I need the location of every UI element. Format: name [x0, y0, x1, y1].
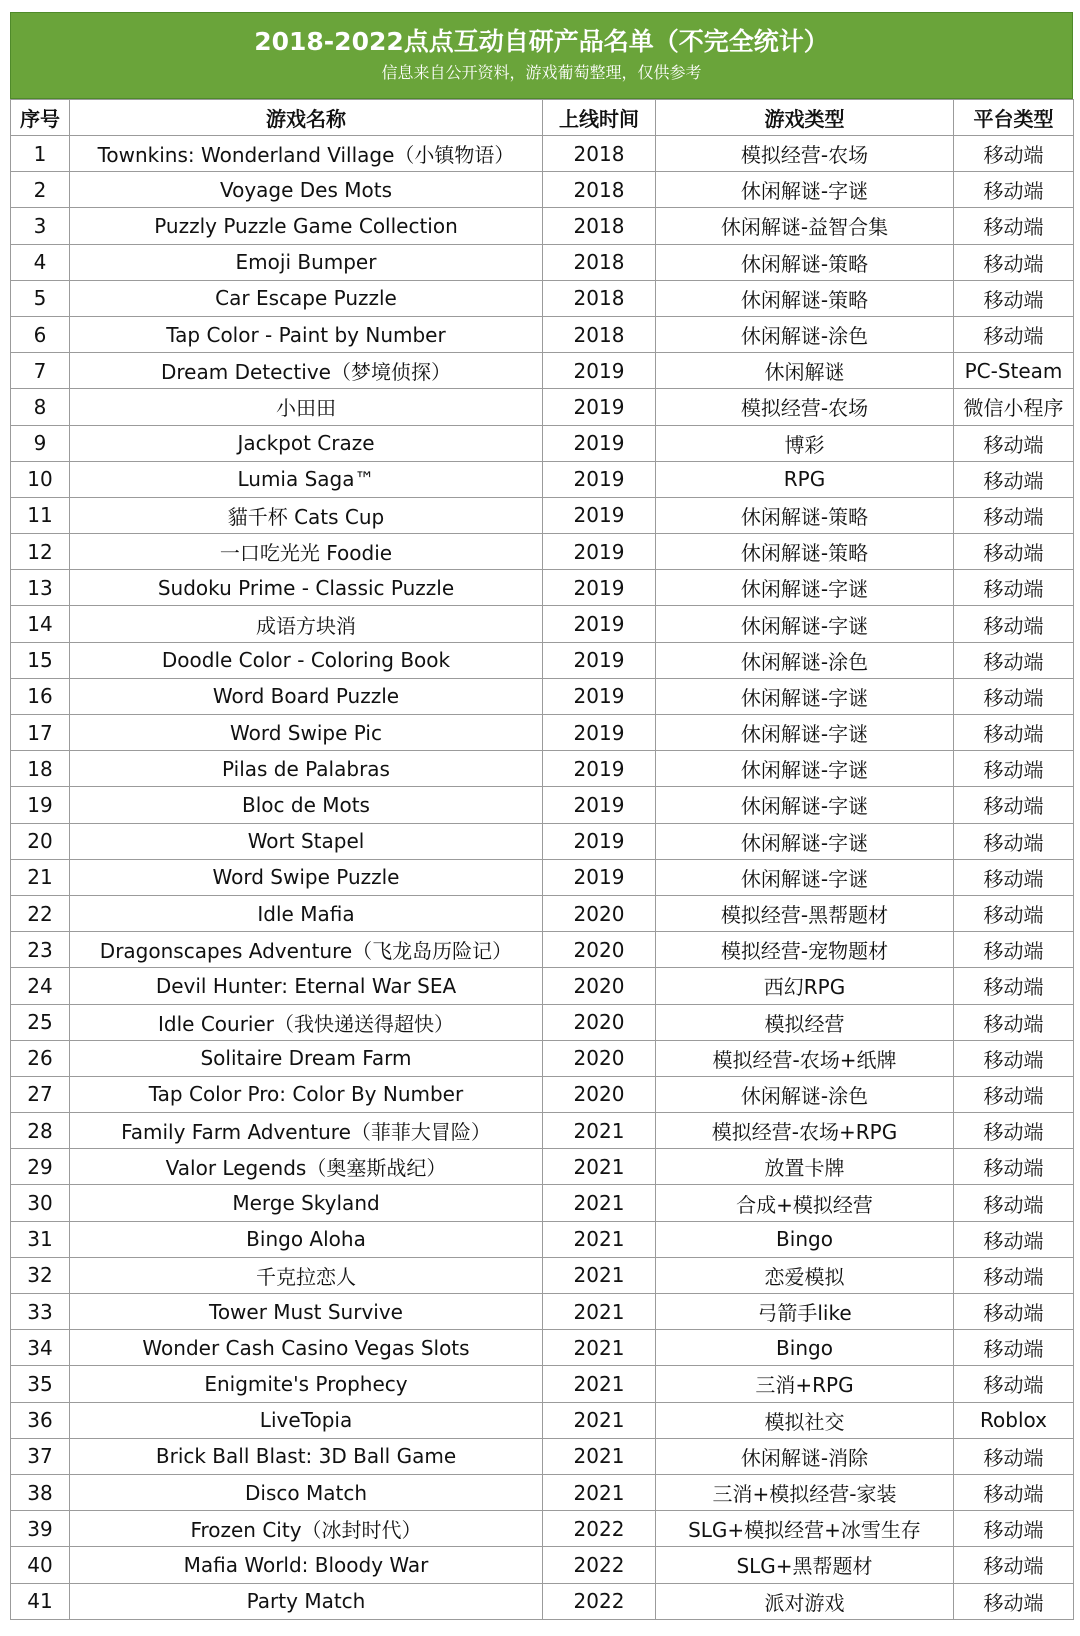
cell-game-genre: SLG+模拟经营+冰雪生存	[656, 1511, 954, 1547]
table-row	[11, 208, 1074, 244]
cell-launch-year: 2021	[543, 1294, 656, 1330]
cell-platform: 移动端	[954, 1149, 1074, 1185]
cell-launch-year: 2019	[543, 497, 656, 533]
cell-game-name: Dragonscapes Adventure（飞龙岛历险记）	[70, 932, 543, 968]
cell-index: 34	[11, 1330, 70, 1366]
table-row	[11, 1040, 1074, 1076]
table-row	[11, 823, 1074, 859]
cell-index: 27	[11, 1076, 70, 1112]
column-header-game-name: 游戏名称	[70, 100, 543, 136]
cell-platform: 移动端	[954, 1294, 1074, 1330]
cell-launch-year: 2019	[543, 823, 656, 859]
table-row	[11, 859, 1074, 895]
cell-platform: 移动端	[954, 1474, 1074, 1510]
cell-platform: 移动端	[954, 316, 1074, 352]
cell-game-genre: 休闲解谜-策略	[656, 244, 954, 280]
game-list-sheet	[10, 12, 1073, 1620]
table-row	[11, 1185, 1074, 1221]
cell-launch-year: 2020	[543, 1004, 656, 1040]
table-row	[11, 353, 1074, 389]
cell-game-genre: 西幻RPG	[656, 968, 954, 1004]
cell-game-name: 千克拉恋人	[70, 1257, 543, 1293]
cell-game-name: Townkins: Wonderland Village（小镇物语）	[70, 136, 543, 172]
cell-platform: 移动端	[954, 1004, 1074, 1040]
table-row	[11, 968, 1074, 1004]
cell-game-name: Devil Hunter: Eternal War SEA	[70, 968, 543, 1004]
cell-launch-year: 2021	[543, 1221, 656, 1257]
cell-game-genre: 模拟社交	[656, 1402, 954, 1438]
cell-game-genre: 休闲解谜-策略	[656, 497, 954, 533]
cell-game-name: Word Board Puzzle	[70, 678, 543, 714]
cell-game-name: Disco Match	[70, 1474, 543, 1510]
table-row	[11, 787, 1074, 823]
cell-platform: PC-Steam	[954, 353, 1074, 389]
cell-platform: 移动端	[954, 172, 1074, 208]
cell-game-genre: 休闲解谜-字谜	[656, 172, 954, 208]
cell-game-genre: 模拟经营-农场	[656, 136, 954, 172]
cell-index: 33	[11, 1294, 70, 1330]
cell-index: 29	[11, 1149, 70, 1185]
cell-platform: 移动端	[954, 606, 1074, 642]
table-row	[11, 570, 1074, 606]
cell-game-genre: 博彩	[656, 425, 954, 461]
cell-index: 24	[11, 968, 70, 1004]
cell-platform: 移动端	[954, 678, 1074, 714]
cell-index: 38	[11, 1474, 70, 1510]
cell-index: 5	[11, 280, 70, 316]
cell-launch-year: 2021	[543, 1257, 656, 1293]
cell-index: 11	[11, 497, 70, 533]
cell-game-name: Solitaire Dream Farm	[70, 1040, 543, 1076]
cell-game-genre: 模拟经营-农场	[656, 389, 954, 425]
cell-index: 20	[11, 823, 70, 859]
cell-game-name: Pilas de Palabras	[70, 751, 543, 787]
cell-index: 1	[11, 136, 70, 172]
table-row	[11, 1076, 1074, 1112]
cell-game-name: Voyage Des Mots	[70, 172, 543, 208]
table-row	[11, 1547, 1074, 1583]
cell-platform: 移动端	[954, 425, 1074, 461]
cell-index: 26	[11, 1040, 70, 1076]
cell-platform: 移动端	[954, 280, 1074, 316]
cell-game-name: Tap Color Pro: Color By Number	[70, 1076, 543, 1112]
cell-launch-year: 2022	[543, 1511, 656, 1547]
cell-platform: 微信小程序	[954, 389, 1074, 425]
table-row	[11, 1149, 1074, 1185]
cell-platform: 移动端	[954, 461, 1074, 497]
cell-launch-year: 2021	[543, 1149, 656, 1185]
cell-game-name: Puzzly Puzzle Game Collection	[70, 208, 543, 244]
cell-platform: 移动端	[954, 570, 1074, 606]
cell-game-genre: 模拟经营-农场+纸牌	[656, 1040, 954, 1076]
cell-index: 2	[11, 172, 70, 208]
cell-platform: 移动端	[954, 895, 1074, 931]
cell-launch-year: 2021	[543, 1330, 656, 1366]
cell-index: 32	[11, 1257, 70, 1293]
cell-platform: 移动端	[954, 1366, 1074, 1402]
cell-game-name: 一口吃光光 Foodie	[70, 534, 543, 570]
cell-game-genre: 休闲解谜-字谜	[656, 570, 954, 606]
cell-platform: 移动端	[954, 823, 1074, 859]
table-row	[11, 534, 1074, 570]
table-row	[11, 1474, 1074, 1510]
cell-game-name: Wonder Cash Casino Vegas Slots	[70, 1330, 543, 1366]
cell-game-name: Frozen City（冰封时代）	[70, 1511, 543, 1547]
cell-index: 40	[11, 1547, 70, 1583]
cell-game-genre: 放置卡牌	[656, 1149, 954, 1185]
table-row	[11, 1221, 1074, 1257]
cell-game-name: Idle Courier（我快递送得超快）	[70, 1004, 543, 1040]
cell-game-name: Dream Detective（梦境侦探）	[70, 353, 543, 389]
table-row	[11, 389, 1074, 425]
cell-index: 13	[11, 570, 70, 606]
cell-index: 35	[11, 1366, 70, 1402]
table-row	[11, 136, 1074, 172]
cell-index: 39	[11, 1511, 70, 1547]
cell-game-name: Family Farm Adventure（菲菲大冒险）	[70, 1113, 543, 1149]
table-row	[11, 1257, 1074, 1293]
cell-platform: 移动端	[954, 1113, 1074, 1149]
table-row	[11, 244, 1074, 280]
cell-index: 31	[11, 1221, 70, 1257]
page-title: 2018-2022点点互动自研产品名单（不完全统计）	[254, 27, 829, 56]
cell-launch-year: 2021	[543, 1474, 656, 1510]
cell-game-name: Lumia Saga™	[70, 461, 543, 497]
cell-launch-year: 2018	[543, 280, 656, 316]
table-row	[11, 172, 1074, 208]
cell-launch-year: 2019	[543, 859, 656, 895]
cell-platform: 移动端	[954, 787, 1074, 823]
cell-index: 41	[11, 1583, 70, 1619]
cell-launch-year: 2019	[543, 642, 656, 678]
table-row	[11, 1294, 1074, 1330]
cell-platform: 移动端	[954, 1330, 1074, 1366]
cell-game-genre: 模拟经营	[656, 1004, 954, 1040]
cell-game-name: Wort Stapel	[70, 823, 543, 859]
cell-game-name: Party Match	[70, 1583, 543, 1619]
cell-platform: 移动端	[954, 244, 1074, 280]
cell-launch-year: 2020	[543, 895, 656, 931]
cell-platform: 移动端	[954, 1257, 1074, 1293]
cell-platform: 移动端	[954, 715, 1074, 751]
cell-game-genre: 模拟经营-黑帮题材	[656, 895, 954, 931]
cell-index: 12	[11, 534, 70, 570]
cell-index: 6	[11, 316, 70, 352]
cell-game-genre: 恋爱模拟	[656, 1257, 954, 1293]
cell-launch-year: 2019	[543, 389, 656, 425]
cell-launch-year: 2019	[543, 461, 656, 497]
cell-game-name: 成语方块消	[70, 606, 543, 642]
cell-index: 25	[11, 1004, 70, 1040]
column-header-platform: 平台类型	[954, 100, 1074, 136]
table-row	[11, 1113, 1074, 1149]
cell-game-name: 貓千杯 Cats Cup	[70, 497, 543, 533]
cell-game-name: Merge Skyland	[70, 1185, 543, 1221]
table-row	[11, 895, 1074, 931]
cell-platform: 移动端	[954, 1221, 1074, 1257]
cell-game-genre: 休闲解谜-字谜	[656, 751, 954, 787]
cell-game-genre: 休闲解谜-策略	[656, 534, 954, 570]
column-header-index: 序号	[11, 100, 70, 136]
table-row	[11, 751, 1074, 787]
cell-game-name: Car Escape Puzzle	[70, 280, 543, 316]
cell-game-genre: 休闲解谜-涂色	[656, 316, 954, 352]
cell-platform: 移动端	[954, 1438, 1074, 1474]
cell-launch-year: 2019	[543, 570, 656, 606]
cell-platform: 移动端	[954, 968, 1074, 1004]
cell-platform: 移动端	[954, 497, 1074, 533]
cell-game-name: 小田田	[70, 389, 543, 425]
game-table	[10, 99, 1074, 1620]
cell-game-name: Enigmite's Prophecy	[70, 1366, 543, 1402]
cell-game-name: LiveTopia	[70, 1402, 543, 1438]
cell-index: 9	[11, 425, 70, 461]
table-row	[11, 932, 1074, 968]
table-row	[11, 425, 1074, 461]
table-row	[11, 280, 1074, 316]
cell-launch-year: 2018	[543, 172, 656, 208]
cell-game-name: Jackpot Craze	[70, 425, 543, 461]
cell-game-genre: 三消+RPG	[656, 1366, 954, 1402]
table-row	[11, 1438, 1074, 1474]
cell-index: 28	[11, 1113, 70, 1149]
cell-index: 16	[11, 678, 70, 714]
cell-index: 22	[11, 895, 70, 931]
cell-launch-year: 2020	[543, 1040, 656, 1076]
cell-game-name: Tower Must Survive	[70, 1294, 543, 1330]
cell-platform: 移动端	[954, 932, 1074, 968]
cell-game-genre: 休闲解谜-字谜	[656, 715, 954, 751]
cell-index: 7	[11, 353, 70, 389]
cell-platform: 移动端	[954, 1076, 1074, 1112]
page-subtitle: 信息来自公开资料，游戏葡萄整理，仅供参考	[381, 63, 702, 82]
cell-platform: Roblox	[954, 1402, 1074, 1438]
cell-index: 8	[11, 389, 70, 425]
cell-game-genre: 弓箭手like	[656, 1294, 954, 1330]
cell-launch-year: 2019	[543, 678, 656, 714]
cell-launch-year: 2021	[543, 1113, 656, 1149]
cell-game-name: Valor Legends（奥塞斯战纪）	[70, 1149, 543, 1185]
cell-launch-year: 2019	[543, 787, 656, 823]
cell-index: 19	[11, 787, 70, 823]
cell-platform: 移动端	[954, 208, 1074, 244]
cell-index: 30	[11, 1185, 70, 1221]
cell-game-name: Brick Ball Blast: 3D Ball Game	[70, 1438, 543, 1474]
cell-game-genre: 派对游戏	[656, 1583, 954, 1619]
cell-game-genre: 休闲解谜	[656, 353, 954, 389]
cell-platform: 移动端	[954, 642, 1074, 678]
cell-index: 10	[11, 461, 70, 497]
cell-game-genre: Bingo	[656, 1330, 954, 1366]
cell-index: 18	[11, 751, 70, 787]
cell-game-genre: 休闲解谜-策略	[656, 280, 954, 316]
cell-game-genre: SLG+黑帮题材	[656, 1547, 954, 1583]
cell-launch-year: 2021	[543, 1185, 656, 1221]
table-row	[11, 461, 1074, 497]
table-header-row	[11, 100, 1074, 136]
table-row	[11, 1402, 1074, 1438]
cell-game-genre: RPG	[656, 461, 954, 497]
cell-game-genre: 休闲解谜-涂色	[656, 1076, 954, 1112]
cell-game-genre: 休闲解谜-字谜	[656, 823, 954, 859]
table-row	[11, 1004, 1074, 1040]
cell-platform: 移动端	[954, 1511, 1074, 1547]
cell-game-genre: Bingo	[656, 1221, 954, 1257]
cell-game-genre: 休闲解谜-字谜	[656, 606, 954, 642]
cell-game-genre: 模拟经营-农场+RPG	[656, 1113, 954, 1149]
cell-platform: 移动端	[954, 1583, 1074, 1619]
cell-launch-year: 2018	[543, 316, 656, 352]
cell-index: 23	[11, 932, 70, 968]
cell-platform: 移动端	[954, 1040, 1074, 1076]
column-header-game-genre: 游戏类型	[656, 100, 954, 136]
cell-platform: 移动端	[954, 136, 1074, 172]
cell-game-name: Emoji Bumper	[70, 244, 543, 280]
cell-platform: 移动端	[954, 1547, 1074, 1583]
table-row	[11, 642, 1074, 678]
cell-game-genre: 休闲解谜-字谜	[656, 859, 954, 895]
cell-game-genre: 休闲解谜-消除	[656, 1438, 954, 1474]
cell-game-name: Idle Mafia	[70, 895, 543, 931]
cell-game-genre: 模拟经营-宠物题材	[656, 932, 954, 968]
cell-game-name: Sudoku Prime - Classic Puzzle	[70, 570, 543, 606]
table-row	[11, 1330, 1074, 1366]
cell-launch-year: 2020	[543, 932, 656, 968]
cell-game-genre: 休闲解谜-益智合集	[656, 208, 954, 244]
cell-platform: 移动端	[954, 1185, 1074, 1221]
table-row	[11, 1583, 1074, 1619]
cell-launch-year: 2021	[543, 1438, 656, 1474]
cell-index: 21	[11, 859, 70, 895]
cell-launch-year: 2019	[543, 715, 656, 751]
title-banner	[10, 12, 1073, 99]
cell-index: 14	[11, 606, 70, 642]
cell-platform: 移动端	[954, 859, 1074, 895]
cell-launch-year: 2018	[543, 208, 656, 244]
cell-platform: 移动端	[954, 534, 1074, 570]
table-row	[11, 497, 1074, 533]
cell-launch-year: 2019	[543, 425, 656, 461]
cell-launch-year: 2018	[543, 136, 656, 172]
cell-platform: 移动端	[954, 751, 1074, 787]
cell-index: 3	[11, 208, 70, 244]
cell-index: 37	[11, 1438, 70, 1474]
cell-launch-year: 2018	[543, 244, 656, 280]
cell-game-name: Doodle Color - Coloring Book	[70, 642, 543, 678]
cell-game-name: Bloc de Mots	[70, 787, 543, 823]
table-row	[11, 715, 1074, 751]
cell-game-genre: 三消+模拟经营-家装	[656, 1474, 954, 1510]
cell-game-genre: 休闲解谜-字谜	[656, 678, 954, 714]
cell-launch-year: 2020	[543, 968, 656, 1004]
table-row	[11, 606, 1074, 642]
cell-launch-year: 2021	[543, 1402, 656, 1438]
cell-game-name: Mafia World: Bloody War	[70, 1547, 543, 1583]
cell-game-name: Bingo Aloha	[70, 1221, 543, 1257]
cell-launch-year: 2019	[543, 353, 656, 389]
cell-game-name: Word Swipe Pic	[70, 715, 543, 751]
table-row	[11, 316, 1074, 352]
cell-launch-year: 2019	[543, 534, 656, 570]
table-row	[11, 1511, 1074, 1547]
cell-launch-year: 2020	[543, 1076, 656, 1112]
cell-launch-year: 2022	[543, 1547, 656, 1583]
table-body	[11, 136, 1074, 1620]
cell-launch-year: 2021	[543, 1366, 656, 1402]
cell-game-genre: 休闲解谜-字谜	[656, 787, 954, 823]
cell-launch-year: 2022	[543, 1583, 656, 1619]
cell-index: 17	[11, 715, 70, 751]
table-row	[11, 1366, 1074, 1402]
column-header-launch-year: 上线时间	[543, 100, 656, 136]
cell-game-name: Tap Color - Paint by Number	[70, 316, 543, 352]
cell-game-genre: 合成+模拟经营	[656, 1185, 954, 1221]
cell-index: 36	[11, 1402, 70, 1438]
cell-index: 4	[11, 244, 70, 280]
table-row	[11, 678, 1074, 714]
cell-launch-year: 2019	[543, 606, 656, 642]
cell-launch-year: 2019	[543, 751, 656, 787]
cell-index: 15	[11, 642, 70, 678]
cell-game-genre: 休闲解谜-涂色	[656, 642, 954, 678]
cell-game-name: Word Swipe Puzzle	[70, 859, 543, 895]
